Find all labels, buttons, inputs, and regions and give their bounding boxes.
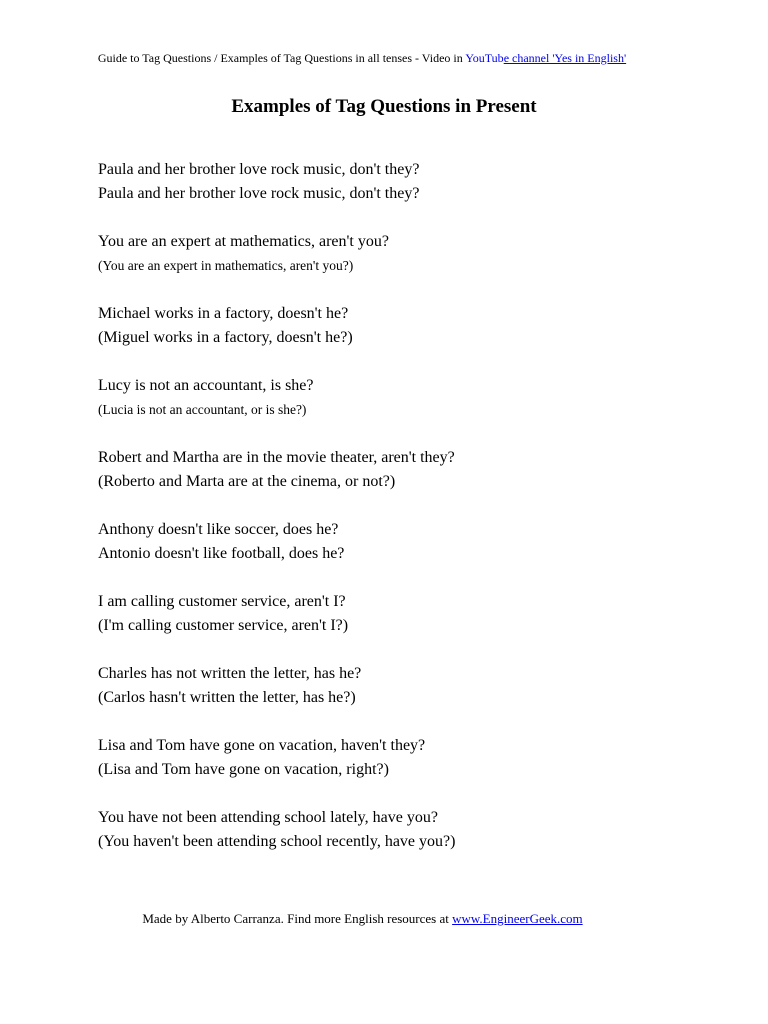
example-sentence: I am calling customer service, aren't I? <box>98 593 346 610</box>
page-header <box>0 51 768 66</box>
example-variant: (Roberto and Marta are at the cinema, or not?) <box>98 473 396 490</box>
example-sentence: Paula and her brother love rock music, don't they? <box>98 161 420 178</box>
example-pair <box>98 806 718 878</box>
example-variant: (Lisa and Tom have gone on vacation, right?) <box>98 761 389 778</box>
page-title: Examples of Tag Questions in Present <box>231 96 537 117</box>
example-pair <box>98 446 718 518</box>
example-pair <box>98 662 718 734</box>
example-sentence: You have not been attending school lately, have you? <box>98 809 438 826</box>
example-variant: (You haven't been attending school recently, have you?) <box>98 833 456 850</box>
example-pair <box>98 158 718 230</box>
example-variant: (You are an expert in mathematics, aren't you?) <box>98 258 354 273</box>
example-sentence: Charles has not written the letter, has he? <box>98 665 362 682</box>
example-variant: Antonio doesn't like football, does he? <box>98 545 345 562</box>
header-text: Guide to Tag Questions / Examples of Tag Questions in all tenses - Video in <box>97 51 466 65</box>
example-pair <box>98 302 718 374</box>
example-variant: (Lucia is not an accountant, or is she?) <box>98 402 307 417</box>
example-sentence: Lisa and Tom have gone on vacation, haven't they? <box>98 737 426 754</box>
channel-link[interactable]: e channel 'Yes in English' <box>503 51 627 65</box>
footer-text: Made by Alberto Carranza. Find more English resources at <box>142 911 453 926</box>
youtube-link[interactable]: YouTub <box>465 51 504 65</box>
examples-list <box>98 158 718 878</box>
example-variant: Paula and her brother love rock music, don't they? <box>98 185 420 202</box>
website-link[interactable]: www.EngineerGeek.com <box>452 911 583 926</box>
example-variant: (Miguel works in a factory, doesn't he?) <box>98 329 353 346</box>
example-pair <box>98 374 718 446</box>
example-sentence: Michael works in a factory, doesn't he? <box>98 305 349 322</box>
example-variant: (I'm calling customer service, aren't I?) <box>98 617 349 634</box>
example-sentence: Lucy is not an accountant, is she? <box>98 377 314 394</box>
example-pair <box>98 230 718 302</box>
example-sentence: Robert and Martha are in the movie theater, aren't they? <box>98 449 455 466</box>
example-pair <box>98 518 718 590</box>
example-sentence: You are an expert at mathematics, aren't you? <box>98 233 389 250</box>
example-pair <box>98 734 718 806</box>
example-sentence: Anthony doesn't like soccer, does he? <box>98 521 339 538</box>
example-pair <box>98 590 718 662</box>
page-footer <box>0 911 768 927</box>
example-variant: (Carlos hasn't written the letter, has he?) <box>98 689 356 706</box>
